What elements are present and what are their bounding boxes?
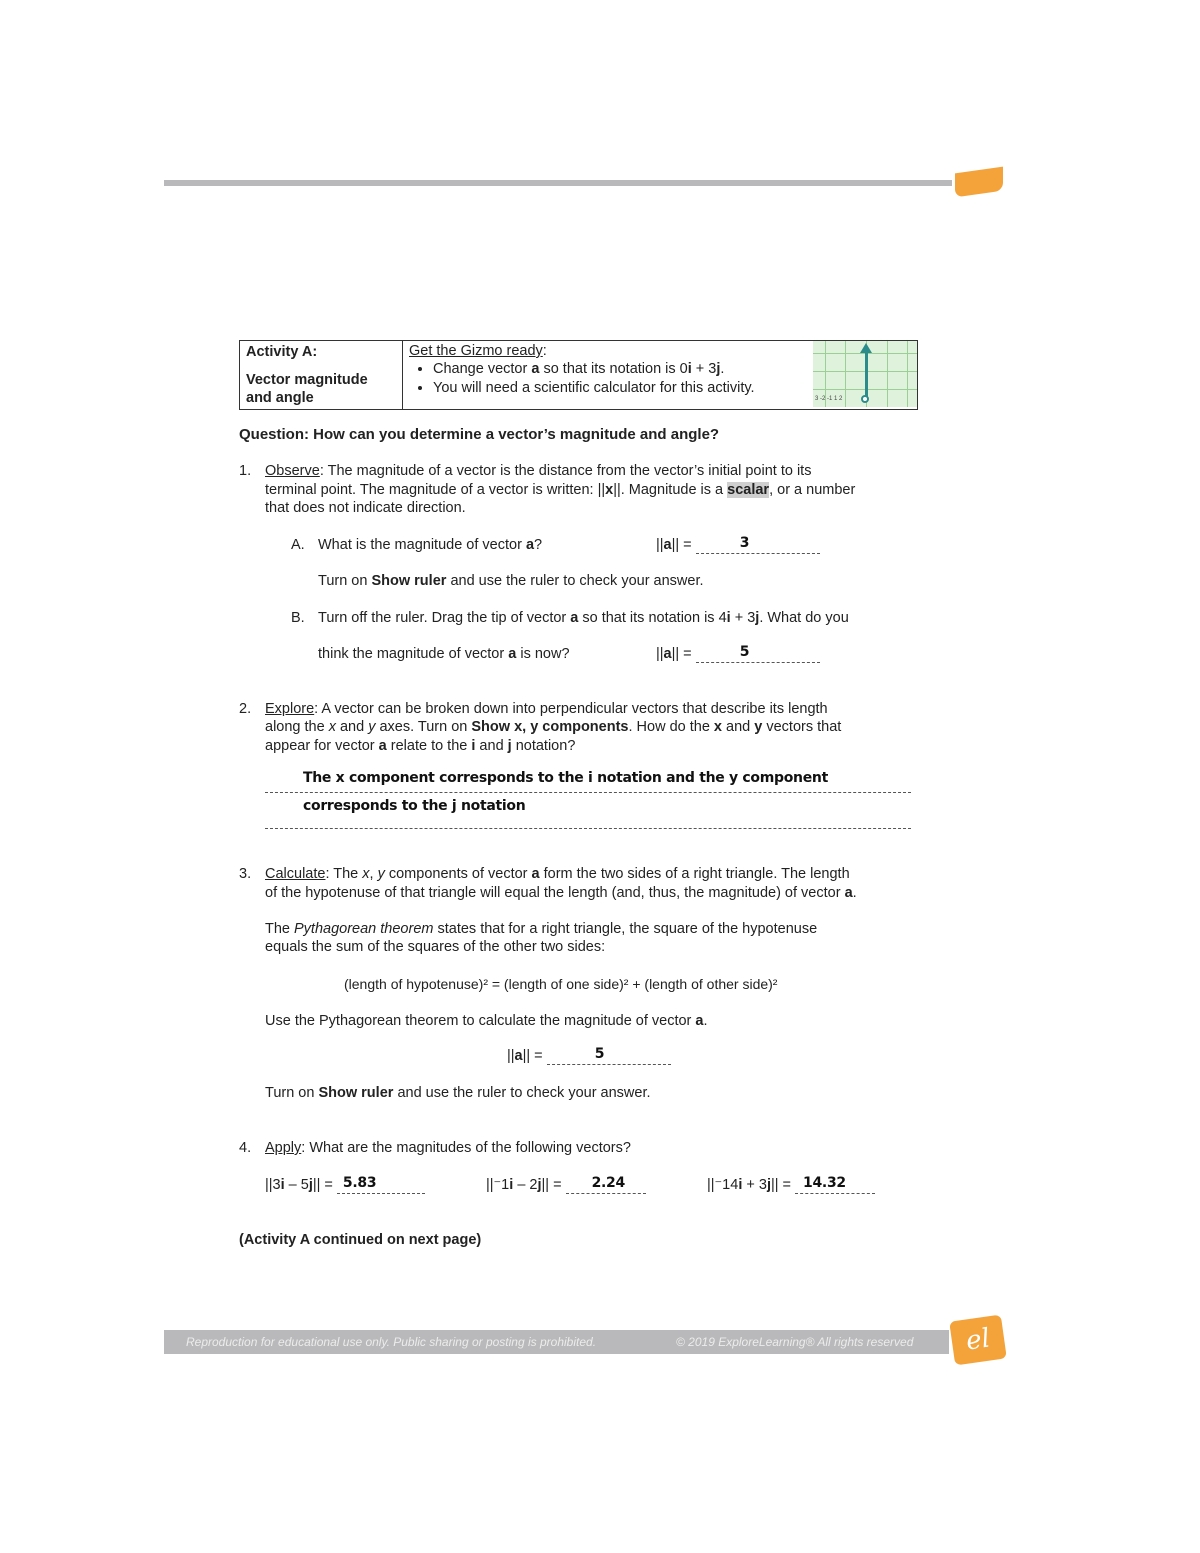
q4-label: Apply — [265, 1140, 302, 1156]
q1a-answer: 3 — [739, 535, 750, 551]
q1-number: 1. — [239, 463, 252, 479]
q2-answer-line2[interactable] — [265, 798, 911, 829]
activity-ready-cell: Get the Gizmo ready: • Change vector a so that its notation is 0i + 3j. • You will need a scientific calculator for this activity. — [403, 341, 814, 410]
header-bar — [164, 180, 952, 186]
q1a-answer-row: ||a|| = 3 — [656, 536, 820, 554]
activity-label: Activity A: — [246, 344, 318, 360]
q2-answer-text2: corresponds to the j notation — [303, 798, 526, 814]
q2-line1: Explore: A vector can be broken down into perpendicular vectors that describe its length — [265, 701, 828, 717]
q1-line3: that does not indicate direction. — [265, 500, 466, 516]
q4-answer-1: 5.83 — [342, 1175, 377, 1191]
footer-notice: Reproduction for educational use only. Public sharing or posting is prohibited. — [186, 1335, 597, 1349]
q1-text-a: : The magnitude of a vector is the distance from the vector’s initial point to its — [319, 463, 812, 479]
q4-answer-2: 2.24 — [591, 1175, 625, 1191]
q1-line2: terminal point. The magnitude of a vector is written: ||x||. Magnitude is a scalar, or a number — [265, 482, 856, 498]
footer-copyright: © 2019 ExploreLearning® All rights reserved — [676, 1335, 914, 1349]
q1-label: Observe — [265, 463, 320, 479]
vector-tail-dot — [861, 395, 869, 403]
q2-number: 2. — [239, 701, 252, 717]
q3-label: Calculate — [265, 866, 326, 882]
q1b-answer-row: ||a|| = 5 — [656, 645, 820, 663]
q4-item-2: ||⁻1i – 2j|| = 2.24 — [486, 1176, 646, 1194]
gizmo-thumbnail-cell — [813, 341, 918, 410]
activity-table — [239, 340, 918, 410]
q3-pyth-line1: The Pythagorean theorem states that for a right triangle, the square of the hypotenuse — [265, 921, 818, 937]
q3-ruler-note: Turn on Show ruler and use the ruler to check your answer. — [265, 1085, 651, 1101]
q1b-letter: B. — [291, 610, 305, 626]
activity-title: Vector magnitude and angle — [246, 372, 368, 406]
q3-pyth-line2: equals the sum of the squares of the other two sides: — [265, 939, 606, 955]
q4-item-1: ||3i – 5j|| = 5.83 — [265, 1176, 425, 1194]
q1a-question: What is the magnitude of vector a? — [318, 537, 543, 553]
q1a-ruler-note: Turn on Show ruler and use the ruler to check your answer. — [318, 573, 704, 589]
q2-line2: along the x and y axes. Turn on Show x, y components. How do the x and y vectors that — [265, 719, 842, 735]
vector-a-line — [865, 347, 868, 401]
q1b-answer: 5 — [739, 644, 750, 660]
q1-line1 — [265, 462, 811, 480]
q1b-question-line2: think the magnitude of vector a is now? — [318, 646, 570, 662]
q2-label: Explore — [265, 701, 315, 717]
q4-line1: Apply: What are the magnitudes of the following vectors? — [265, 1140, 631, 1156]
footer-bar — [164, 1330, 949, 1354]
question-heading: Question: How can you determine a vector’s magnitude and angle? — [239, 426, 720, 443]
q4-answer-3: 14.32 — [803, 1175, 846, 1191]
q4-answer-field-1[interactable] — [337, 1177, 425, 1194]
q4-answer-field-3[interactable] — [795, 1177, 875, 1194]
continued-note: (Activity A continued on next page) — [239, 1232, 482, 1248]
q4-number: 4. — [239, 1140, 252, 1156]
explorelearning-logo-icon: el — [949, 1315, 1007, 1366]
thumb-axis-ticks: 3 -2 -1 1 2 — [815, 396, 843, 402]
q2-answer-text1: The x component corresponds to the i notation and the y component — [303, 770, 828, 786]
q3-answer: 5 — [594, 1046, 605, 1062]
q3-use: Use the Pythagorean theorem to calculate the magnitude of vector a. — [265, 1013, 708, 1029]
q2-answer-line1[interactable] — [265, 770, 911, 793]
ready-bullet: • Change vector a so that its notation is 0i + 3j. — [433, 360, 807, 379]
activity-label-cell — [240, 341, 403, 410]
q1b-answer-field[interactable] — [696, 646, 820, 663]
ready-heading: Get the Gizmo ready — [409, 343, 543, 359]
ready-bullet: • You will need a scientific calculator for this activity. — [433, 379, 807, 398]
scalar-term: scalar — [727, 482, 770, 498]
q3-line1: Calculate: The x, y components of vector a form the two sides of a right triangle. The length — [265, 866, 850, 882]
q4-item-3: ||⁻14i + 3j|| = 14.32 — [707, 1176, 875, 1194]
q3-answer-field[interactable] — [547, 1048, 671, 1065]
q1b-question-line1: Turn off the ruler. Drag the tip of vector a so that its notation is 4i + 3j. What do you — [318, 610, 849, 626]
q3-answer-row: ||a|| = 5 — [507, 1047, 671, 1065]
pythagorean-formula: (length of hypotenuse)² = (length of one side)² + (length of other side)² — [344, 976, 778, 992]
q1a-answer-field[interactable] — [696, 537, 820, 554]
q1-text-c: , or a number — [769, 482, 856, 498]
q3-line2: of the hypotenuse of that triangle will equal the length (and, thus, the magnitude) of vector a. — [265, 885, 857, 901]
ready-list — [409, 360, 807, 398]
q1a-letter: A. — [291, 537, 305, 553]
explorelearning-logo-icon — [955, 167, 1003, 198]
q4-answer-field-2[interactable] — [566, 1177, 646, 1194]
q2-line3: appear for vector a relate to the i and j notation? — [265, 738, 576, 754]
gizmo-thumbnail — [813, 341, 917, 407]
q3-number: 3. — [239, 866, 252, 882]
